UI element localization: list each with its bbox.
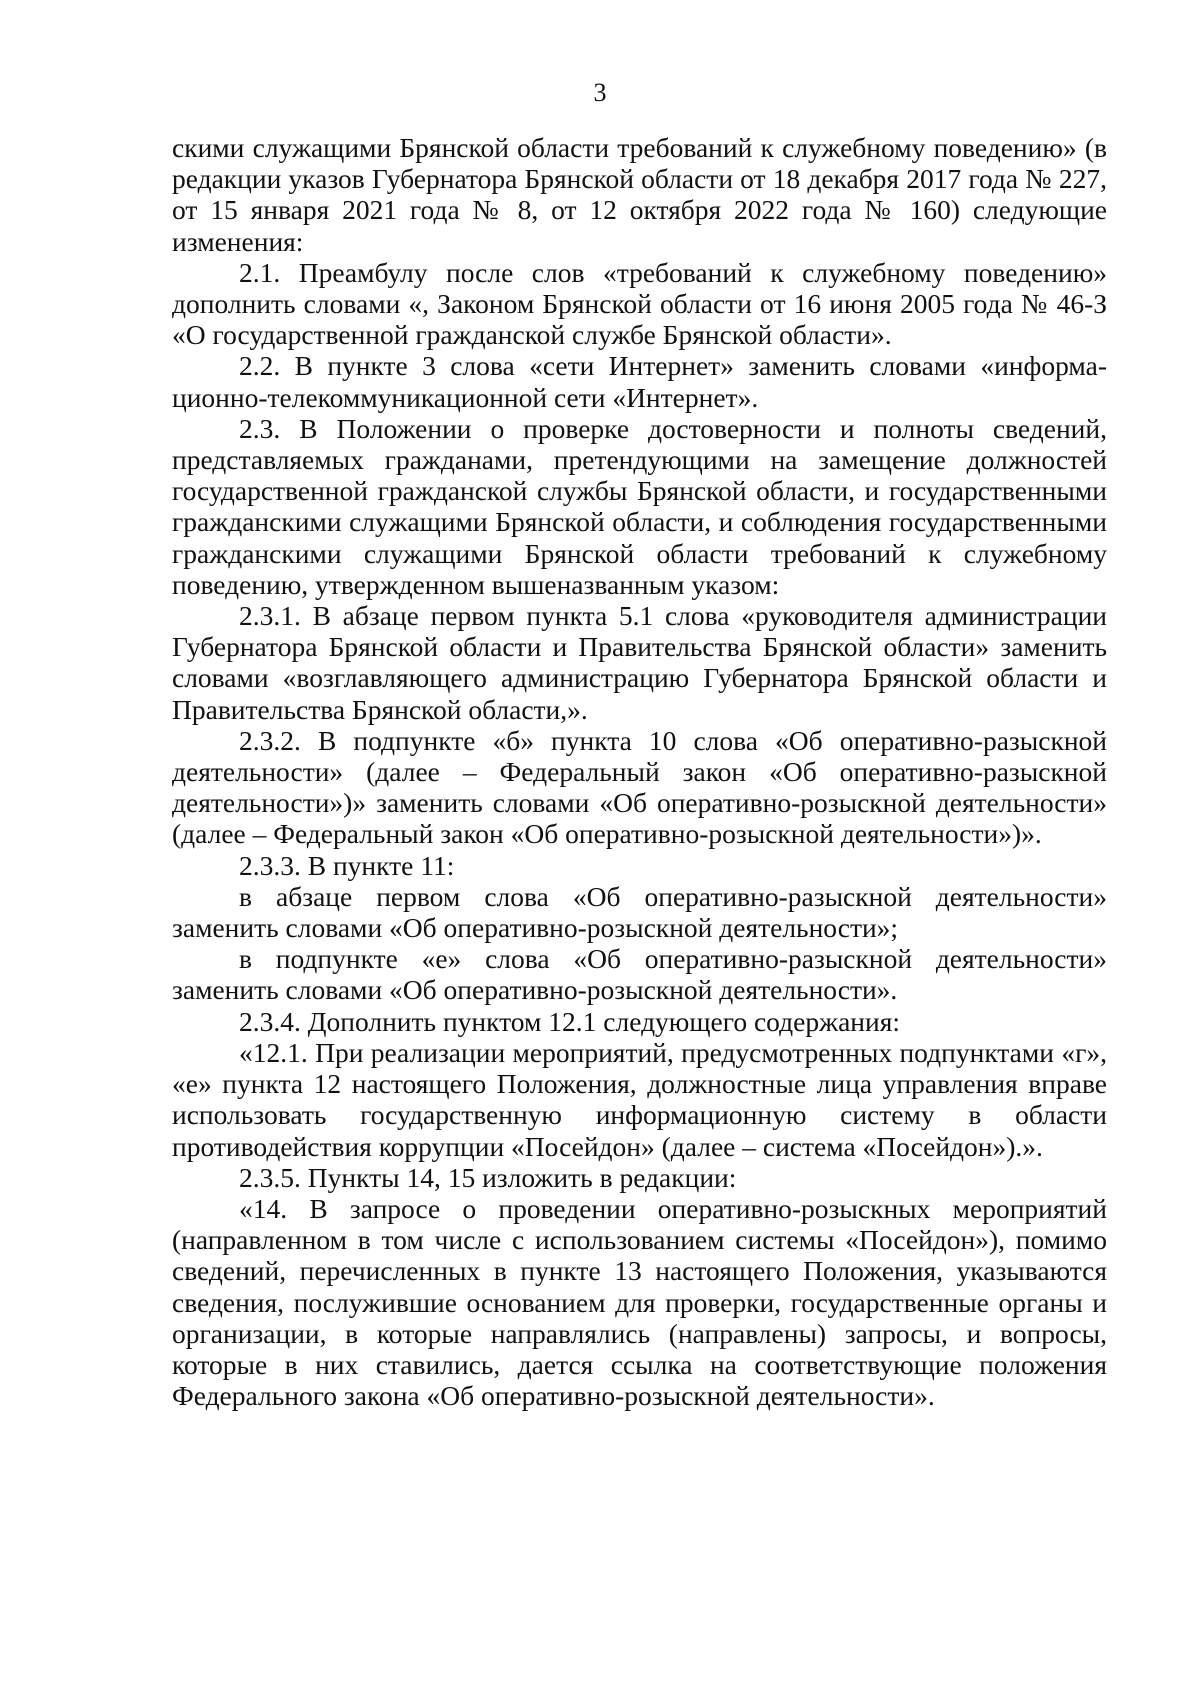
document-body — [172, 132, 1107, 1411]
paragraph-2-3-5: 2.3.5. Пункты 14, 15 изложить в редакции: — [239, 1161, 737, 1193]
paragraph-2-3-2: 2.3.2. В подпункте «б» пункта 10 слова «Об оперативно-разыскной деятельности» (далее – Федеральный закон «Об оперативно-разыскной деятельности»)» заменить словами «Об оперативно-розыскной деятельности» (далее – Федеральный закон «Об оперативно-розыскной деятельности»)». — [172, 724, 1107, 850]
paragraph-2-2: 2.2. В пункте 3 слова «сети Интернет» заменить словами «информационно-телекоммуникационной сети «Интернет». — [172, 350, 1107, 413]
paragraph-2-3-4: 2.3.4. Дополнить пунктом 12.1 следующего содержания: — [239, 1005, 900, 1037]
paragraph-2-3: 2.3. В Положении о проверке достоверности и полноты сведений, представляемых гражданами, претендующими на замещение должностей государственной гражданской службы Брянской области, и государственными гражданскими служащими Брянской области, и соблюдения государственными гражданскими служащими Брянской области требований к служебному поведению, утвержденном вышеназванным указом: — [172, 412, 1107, 600]
paragraph-14-quote: «14. В запросе о проведении оперативно-розыскных мероприятий (направленном в том числе с использованием системы «Посейдон»), помимо сведений, перечисленных в пункте 13 настоящего Положения, указываются сведения, послужившие основанием для проверки, государственные органы и организации, в которые направлялись (направлены) запросы, и вопросы, которые в них ставились, дается ссылка на соответствующие положения Федерального закона «Об оперативно-розыскной деятельности». — [172, 1192, 1107, 1412]
paragraph-12-1-quote: «12.1. При реализации мероприятий, предусмотренных подпунктами «г», «е» пункта 12 настоящего Положения, должностные лица управления вправе использовать государственную информационную систему в области противодействия коррупции «Посейдон» (далее – система «Посейдон»).». — [172, 1036, 1107, 1162]
paragraph-2-3-3-second: в подпункте «е» слова «Об оперативно-разыскной деятельности» заменить словами «Об оперативно-розыскной деятельности». — [172, 943, 1107, 1006]
paragraph-2-3-3-first: в абзаце первом слова «Об оперативно-разыскной деятельности» заменить словами «Об оперативно-розыскной деятельности»; — [172, 880, 1107, 944]
paragraph-2-1: 2.1. Преамбулу после слов «требований к служебному поведению» дополнить словами «, Законом Брянской области от 16 июня 2005 года № 46-З «О государственной гражданской службе Брянской области». — [172, 256, 1107, 351]
paragraph-2-3-1: 2.3.1. В абзаце первом пункта 5.1 слова «руководителя администрации Губернатора Брянской области и Правительства Брянской области» заменить словами «возглавляющего администрацию Губернатора Брянской области и Правительства Брянской области,». — [172, 600, 1107, 725]
paragraph-intro-continuation: скими служащими Брянской области требований к служебному поведению» (в редакции указов Губернатора Брянской области от 18 декабря 2017 года № 227, от 15 января 2021 года № 8, от 12 октября 2022 года № 160) следующие изменения: — [172, 132, 1107, 257]
page-number: 3 — [593, 78, 607, 107]
paragraph-2-3-3: 2.3.3. В пункте 11: — [239, 849, 455, 881]
